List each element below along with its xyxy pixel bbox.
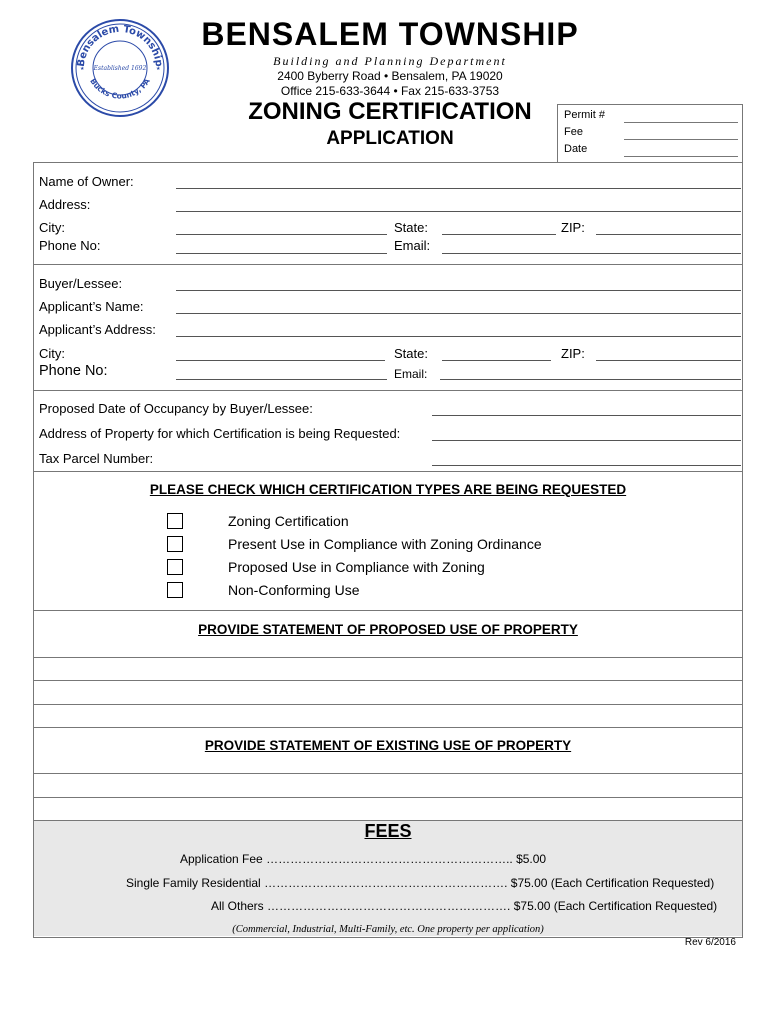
owner-name-field[interactable] [176, 188, 741, 189]
buyer-state-field[interactable] [442, 360, 551, 361]
office-use-box [557, 104, 743, 163]
proposed-use-line[interactable] [33, 657, 743, 658]
proposed-use-heading: PROVIDE STATEMENT OF PROPOSED USE OF PROPERTY [198, 622, 578, 637]
cert-option-label: Zoning Certification [228, 513, 349, 529]
fee-leader-dots: ……………………………………………………. [264, 876, 508, 890]
svg-text:★: ★ [80, 66, 85, 72]
tax-parcel-label: Tax Parcel Number: [39, 451, 154, 466]
owner-city-label: City: [39, 220, 65, 235]
section-divider [33, 390, 743, 391]
permit-field[interactable] [624, 122, 738, 123]
property-address-field[interactable] [432, 440, 741, 441]
revision-date: Rev 6/2016 [684, 937, 736, 948]
buyer-zip-label: ZIP: [561, 346, 585, 361]
township-address: 2400 Byberry Road • Bensalem, PA 19020 [277, 69, 503, 83]
tax-parcel-field[interactable] [432, 465, 741, 466]
property-address-label: Address of Property for which Certification is being Requested: [39, 426, 401, 441]
buyer-state-label: State: [394, 346, 428, 361]
owner-state-label: State: [394, 220, 428, 235]
fee-row-application [180, 852, 546, 866]
department-name: Building and Planning Department [273, 54, 507, 68]
buyer-city-field[interactable] [176, 360, 385, 361]
cert-option-label: Non-Conforming Use [228, 582, 360, 598]
township-phone: Office 215-633-3644 • Fax 215-633-3753 [280, 84, 500, 98]
occupancy-date-field[interactable] [432, 415, 741, 416]
owner-zip-label: ZIP: [561, 220, 585, 235]
applicant-address-label: Applicant’s Address: [39, 322, 156, 337]
fees-note: (Commercial, Industrial, Multi-Family, etc. One property per application) [232, 924, 544, 935]
applicant-address-field[interactable] [176, 336, 741, 337]
fee-label: Application Fee [180, 852, 263, 866]
buyer-phone-label: Phone No: [39, 363, 108, 379]
fee-amount: $75.00 (Each Certification Requested) [510, 876, 715, 890]
cert-option-label: Proposed Use in Compliance with Zoning [228, 559, 485, 575]
fee-leader-dots: …………………………………………………….. [266, 852, 513, 866]
fee-row-single-family [126, 876, 714, 890]
fee-label: All Others [211, 899, 264, 913]
occupancy-date-label: Proposed Date of Occupancy by Buyer/Lessee: [39, 401, 313, 416]
applicant-name-field[interactable] [176, 313, 741, 314]
cert-checkbox-present-use[interactable] [167, 536, 183, 552]
buyer-phone-field[interactable] [176, 379, 387, 380]
owner-phone-field[interactable] [176, 253, 387, 254]
buyer-city-label: City: [39, 346, 65, 361]
date-label: Date [564, 143, 588, 155]
owner-address-field[interactable] [176, 211, 741, 212]
svg-text:Bensalem Township: Bensalem Township [75, 23, 165, 68]
cert-types-heading: PLEASE CHECK WHICH CERTIFICATION TYPES ARE BEING REQUESTED [149, 482, 627, 497]
buyer-email-field[interactable] [440, 379, 741, 380]
buyer-zip-field[interactable] [596, 360, 741, 361]
section-divider [33, 471, 743, 472]
applicant-name-label: Applicant’s Name: [39, 299, 144, 314]
fee-leader-dots: ……………………………………………………. [267, 899, 511, 913]
existing-use-line[interactable] [33, 773, 743, 774]
fee-amount: $75.00 (Each Certification Requested) [513, 899, 718, 913]
svg-text:★: ★ [156, 66, 161, 72]
owner-state-field[interactable] [442, 234, 556, 235]
fees-heading: FEES [364, 821, 412, 841]
township-name: BENSALEM TOWNSHIP [201, 16, 579, 52]
owner-city-field[interactable] [176, 234, 387, 235]
svg-text:Established 1692: Established 1692 [93, 65, 147, 72]
owner-address-label: Address: [39, 197, 91, 212]
section-divider [33, 727, 743, 728]
existing-use-line[interactable] [33, 797, 743, 798]
buyer-label: Buyer/Lessee: [39, 276, 123, 291]
fee-amount: $5.00 [516, 852, 547, 866]
section-divider [33, 610, 743, 611]
buyer-email-label: Email: [394, 367, 428, 381]
permit-label: Permit # [564, 109, 605, 121]
fee-label: Single Family Residential [126, 876, 261, 890]
proposed-use-line[interactable] [33, 704, 743, 705]
proposed-use-line[interactable] [33, 680, 743, 681]
fee-label: Fee [564, 126, 583, 138]
cert-checkbox-non-conforming[interactable] [167, 582, 183, 598]
existing-use-heading: PROVIDE STATEMENT OF EXISTING USE OF PROPERTY [204, 738, 572, 753]
fee-row-all-others [211, 899, 717, 913]
cert-option-label: Present Use in Compliance with Zoning Ordinance [228, 536, 542, 552]
owner-email-label: Email: [394, 238, 431, 253]
date-field[interactable] [624, 156, 738, 157]
owner-name-label: Name of Owner: [39, 174, 134, 189]
owner-email-field[interactable] [442, 253, 741, 254]
cert-checkbox-proposed-use[interactable] [167, 559, 183, 575]
buyer-field[interactable] [176, 290, 741, 291]
cert-checkbox-zoning[interactable] [167, 513, 183, 529]
owner-phone-label: Phone No: [39, 238, 101, 253]
form-subtitle: APPLICATION [326, 128, 454, 149]
section-divider [33, 264, 743, 265]
owner-zip-field[interactable] [596, 234, 741, 235]
svg-text:Bucks County, PA: Bucks County, PA [88, 76, 152, 101]
fee-field[interactable] [624, 139, 738, 140]
form-title: ZONING CERTIFICATION [248, 98, 532, 125]
